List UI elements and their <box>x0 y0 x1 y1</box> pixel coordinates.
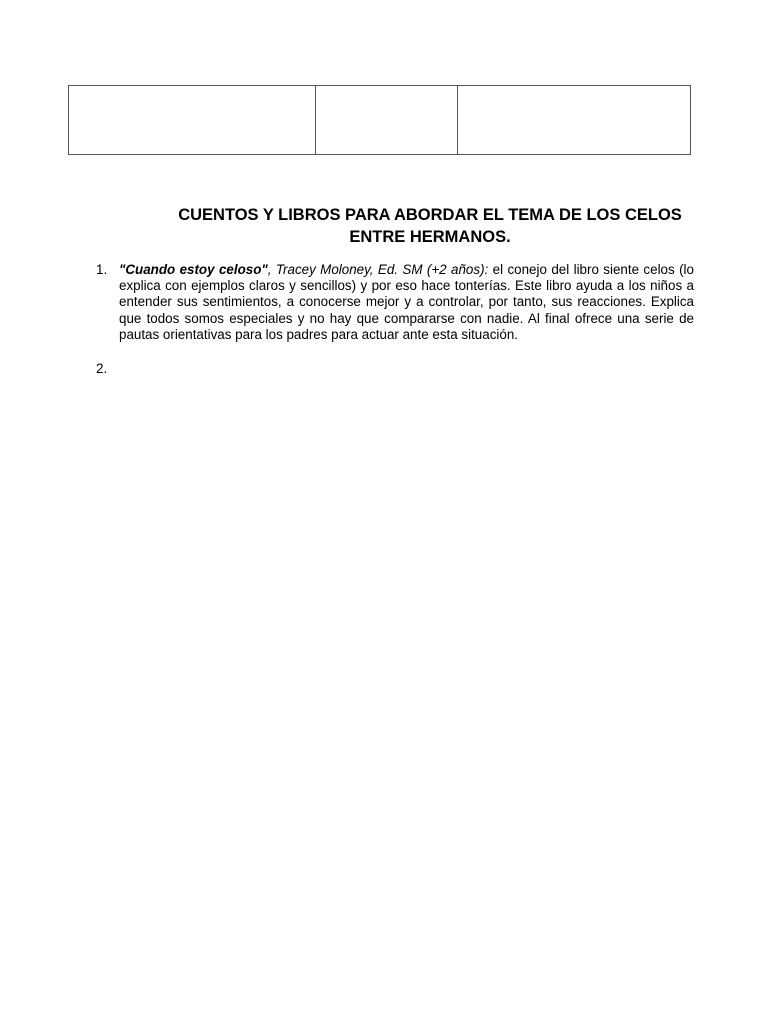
header-table <box>68 85 691 155</box>
document-title: CUENTOS Y LIBROS PARA ABORDAR EL TEMA DE LOS CELOS ENTRE HERMANOS. <box>178 206 682 246</box>
book-list <box>96 262 694 377</box>
item-number: 1. <box>96 262 108 277</box>
book-list-item <box>96 262 694 343</box>
book-description: el conejo del libro siente celos (lo explica con ejemplos claros y sencillos) y por eso hace tonterías. Este libro ayuda a los niños a entender sus sentimientos, a conocerse mejor y a controlar, por tanto, sus reacciones. Explica que todos somos especiales y no hay que compararse con nadie. Al final ofrece una serie de pautas orientativas para los padres para actuar ante esta situación. <box>119 262 694 342</box>
book-title: "Cuando estoy celoso" <box>119 262 268 277</box>
header-cell-middle <box>316 86 458 155</box>
header-table-row <box>69 86 691 155</box>
header-cell-right <box>458 86 691 155</box>
item-number: 2. <box>96 361 108 377</box>
book-author-publisher: , Tracey Moloney, Ed. SM (+2 años): <box>267 262 489 277</box>
header-cell-left <box>69 86 316 155</box>
